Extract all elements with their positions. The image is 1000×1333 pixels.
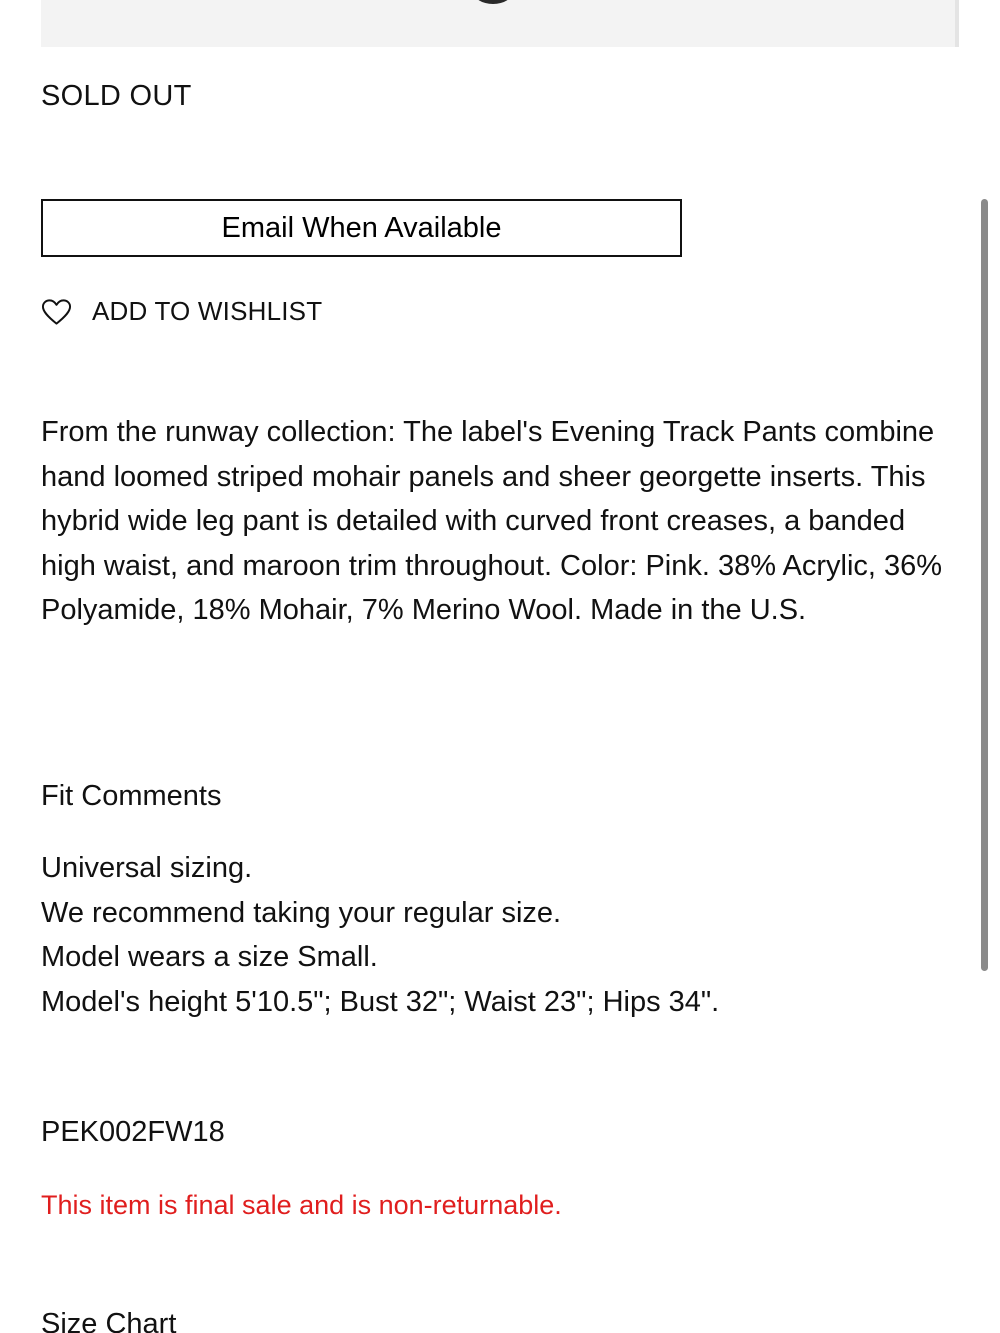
email-when-available-button[interactable]: Email When Available (41, 199, 682, 257)
availability-status: SOLD OUT (41, 80, 192, 112)
product-image[interactable] (41, 0, 959, 47)
fit-comment-line: Model's height 5'10.5"; Bust 32"; Waist 23"; Hips 34". (41, 985, 720, 1018)
product-image-detail (473, 0, 513, 4)
scrollbar[interactable] (981, 199, 988, 971)
heart-icon (41, 298, 72, 326)
size-chart-link[interactable]: Size Chart (41, 1308, 177, 1333)
product-description: From the runway collection: The label's Evening Track Pants combine hand loomed striped mohair panels and sheer georgette inserts. This hybrid wide leg pant is detailed with curved front creases, a banded high waist, and maroon trim throughout. Color: Pink. 38% Acrylic, 36% Polyamide, 18% Mohair, 7% Merino Wool. Made in the U.S. (41, 416, 943, 626)
final-sale-notice: This item is final sale and is non-returnable. (41, 1190, 562, 1220)
fit-comment-line: Universal sizing. (41, 852, 253, 884)
fit-comments-list (41, 846, 719, 1024)
fit-comment-line: We recommend taking your regular size. (41, 896, 562, 929)
product-sku: PEK002FW18 (41, 1116, 225, 1148)
wishlist-label: ADD TO WISHLIST (92, 296, 323, 326)
add-to-wishlist-button[interactable] (41, 296, 322, 327)
fit-comment-line: Model wears a size Small. (41, 941, 378, 973)
fit-comments-heading: Fit Comments (41, 780, 222, 812)
